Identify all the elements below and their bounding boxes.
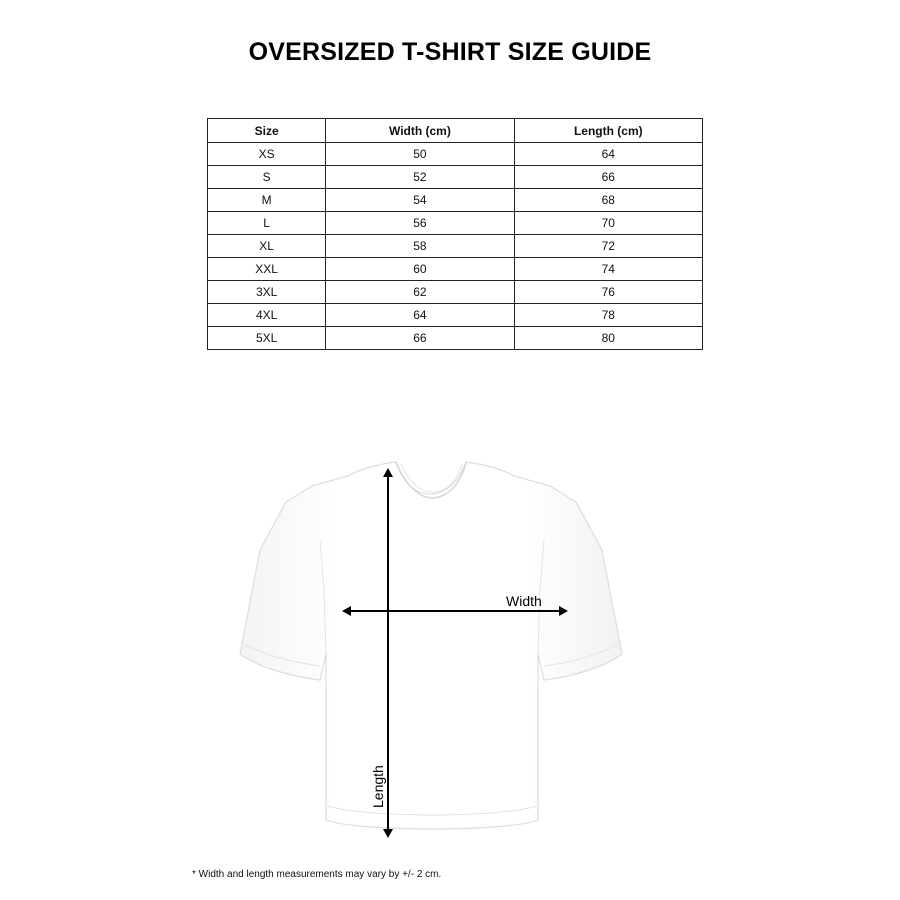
measurement-disclaimer: * Width and length measurements may vary by +/- 2 cm. [192,869,442,880]
cell-width: 54 [326,189,514,212]
cell-width: 64 [326,304,514,327]
cell-length: 68 [514,189,702,212]
cell-width: 56 [326,212,514,235]
cell-size: XXL [208,258,326,281]
cell-length: 76 [514,281,702,304]
table-row [208,235,703,258]
column-header-width: Width (cm) [326,119,514,143]
table-header-row [208,119,703,143]
cell-width: 50 [326,143,514,166]
width-label: Width [506,593,542,609]
column-header-length: Length (cm) [514,119,702,143]
table-row [208,189,703,212]
table-row [208,327,703,350]
length-label: Length [370,765,386,808]
cell-width: 52 [326,166,514,189]
cell-length: 66 [514,166,702,189]
cell-size: L [208,212,326,235]
cell-width: 60 [326,258,514,281]
cell-length: 64 [514,143,702,166]
table-row [208,143,703,166]
cell-size: XL [208,235,326,258]
table-row [208,212,703,235]
page-title: OVERSIZED T-SHIRT SIZE GUIDE [248,38,652,66]
size-chart-table [207,118,703,350]
cell-length: 78 [514,304,702,327]
cell-width: 62 [326,281,514,304]
cell-size: M [208,189,326,212]
cell-width: 58 [326,235,514,258]
cell-size: 4XL [208,304,326,327]
cell-length: 80 [514,327,702,350]
cell-width: 66 [326,327,514,350]
table-row [208,258,703,281]
table-row [208,281,703,304]
table-row [208,304,703,327]
table-row [208,166,703,189]
tshirt-measurement-diagram [208,440,696,860]
cell-size: 3XL [208,281,326,304]
cell-length: 70 [514,212,702,235]
column-header-size: Size [208,119,326,143]
cell-length: 74 [514,258,702,281]
cell-length: 72 [514,235,702,258]
cell-size: 5XL [208,327,326,350]
cell-size: XS [208,143,326,166]
cell-size: S [208,166,326,189]
